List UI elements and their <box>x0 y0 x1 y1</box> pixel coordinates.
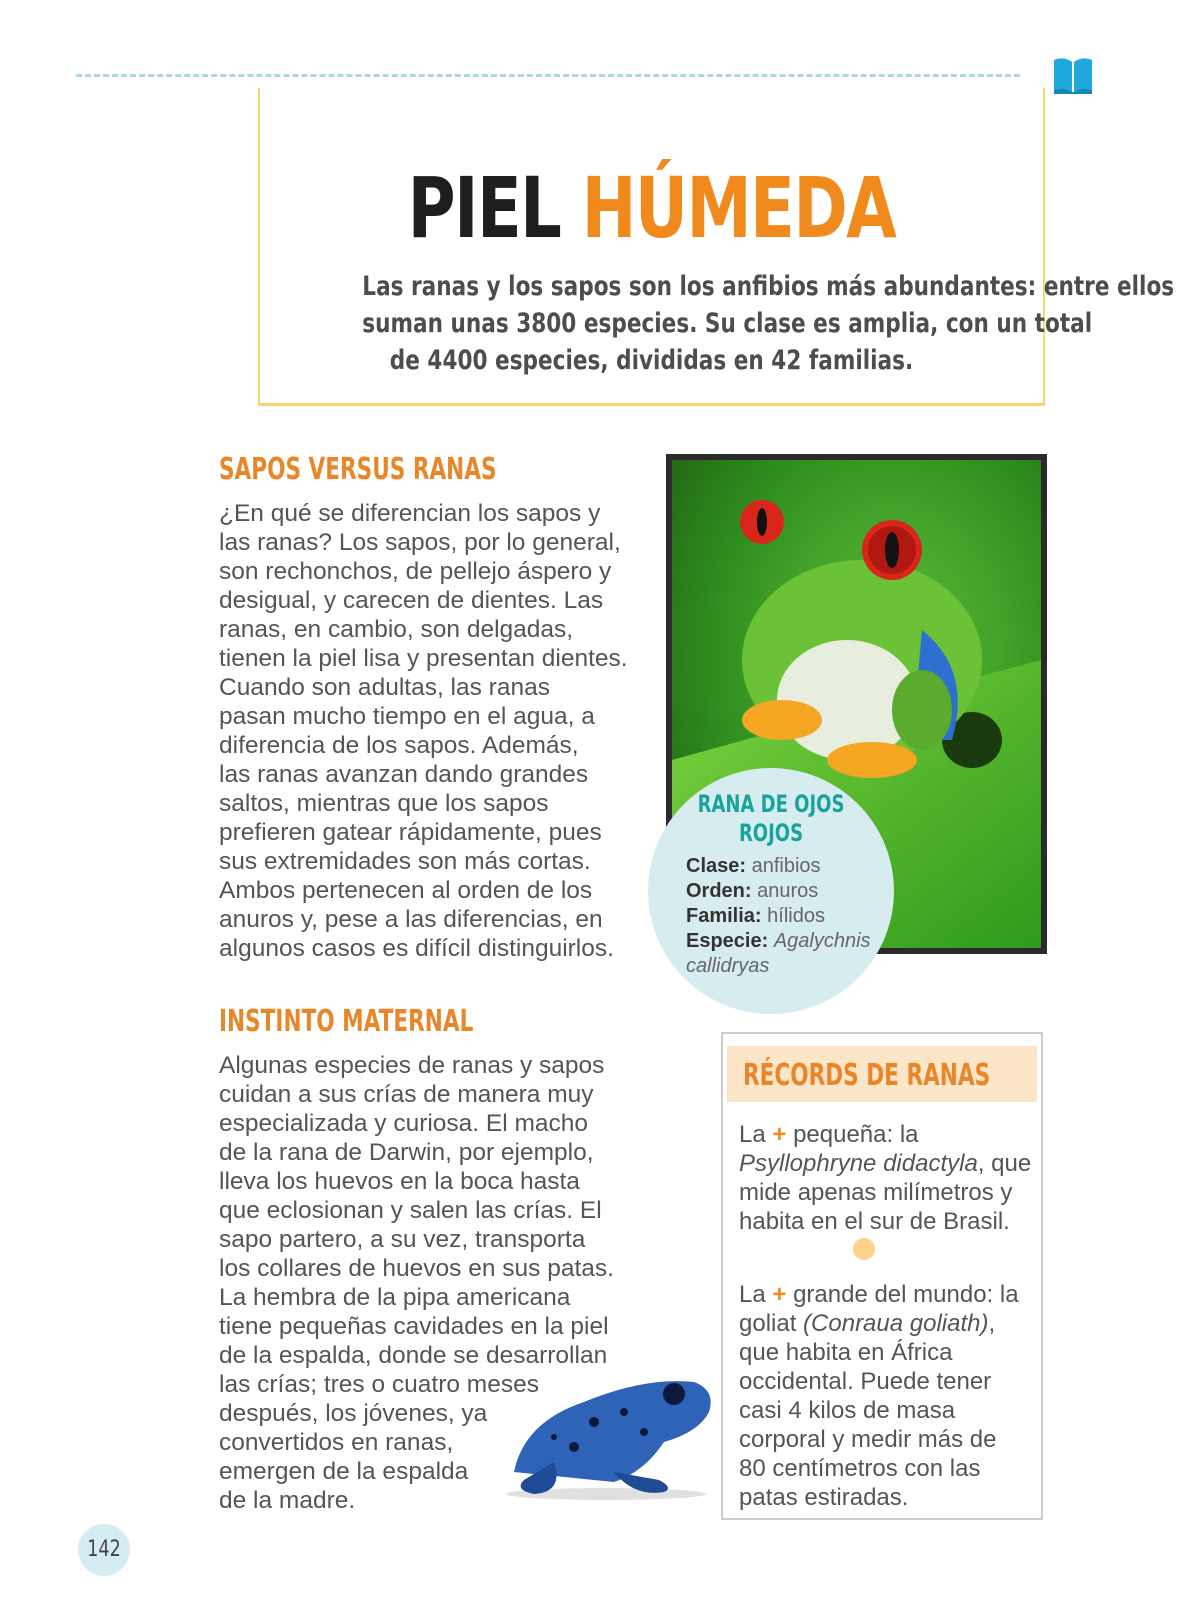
section-heading-sapos-versus-ranas: SAPOS VERSUS RANAS <box>219 452 497 487</box>
body-line: prefieren gatear rápidamente, pues <box>219 819 602 846</box>
page-number-badge <box>78 1524 130 1576</box>
subtitle-line: Las ranas y los sapos son los anfibios más abundantes: entre ellos <box>362 271 1175 302</box>
body-line: las crías; tres o cuatro meses <box>219 1371 539 1398</box>
body-line: las ranas? Los sapos, por lo general, <box>219 529 621 556</box>
title-word-1: PIEL <box>407 159 561 257</box>
body-line: especializada y curiosa. El macho <box>219 1110 589 1137</box>
body-line: ¿En qué se diferencian los sapos y <box>219 500 601 527</box>
plus-icon: + <box>772 1121 787 1148</box>
book-icon <box>1052 56 1094 94</box>
body-line: emergen de la espalda <box>219 1458 469 1485</box>
species-info-title-line: RANA DE OJOS <box>697 790 845 818</box>
record-item-smallest: La + pequeña: la Psyllophryne didactyla, que mide apenas milímetros y habita en el sur de Brasil. <box>739 1121 1032 1235</box>
dashed-divider <box>76 74 1020 77</box>
body-line: que eclosionan y salen las crías. El <box>219 1197 602 1224</box>
subtitle-line: suman unas 3800 especies. Su clase es amplia, con un total <box>362 308 1093 339</box>
body-line: cuidan a sus crías de manera muy <box>219 1081 594 1108</box>
body-line: de la madre. <box>219 1487 356 1514</box>
body-line: sus extremidades son más cortas. <box>219 848 591 875</box>
title-box <box>258 88 1175 406</box>
species-info-title <box>648 790 894 848</box>
body-line: diferencia de los sapos. Además, <box>219 732 579 759</box>
body-line: algunos casos es difícil distinguirlos. <box>219 935 614 962</box>
body-line: después, los jóvenes, ya <box>219 1400 488 1427</box>
body-line: Algunas especies de ranas y sapos <box>219 1052 605 1079</box>
page-number: 142 <box>87 1537 121 1562</box>
body-line: de la rana de Darwin, por ejemplo, <box>219 1139 594 1166</box>
body-line: de la espalda, donde se desarrollan <box>219 1342 608 1369</box>
body-line: los collares de huevos en sus patas. <box>219 1255 614 1282</box>
plus-icon: + <box>772 1281 787 1308</box>
record-item-largest: La + grande del mundo: la goliat (Conraua goliath), que habita en África occidental. Puede tener casi 4 kilos de masa corporal y medir más de 80 centímetros con las patas estiradas. <box>739 1281 1019 1511</box>
body-line: anuros y, pese a las diferencias, en <box>219 906 603 933</box>
body-line: ranas, en cambio, son delgadas, <box>219 616 574 643</box>
body-line: desigual, y carecen de dientes. Las <box>219 587 604 614</box>
records-box <box>721 1032 1043 1520</box>
subtitle-line: de 4400 especies, divididas en 42 familias. <box>389 345 914 376</box>
species-info-card <box>648 768 894 1014</box>
section-body-sapos-versus-ranas <box>219 499 628 963</box>
info-row-especie-cont: callidryas <box>686 955 770 977</box>
body-line: saltos, mientras que los sapos <box>219 790 549 817</box>
info-row-familia: Familia: hílidos <box>686 905 825 927</box>
body-line: lleva los huevos en la boca hasta <box>219 1168 580 1195</box>
body-line: las ranas avanzan dando grandes <box>219 761 589 788</box>
info-row-orden: Orden: anuros <box>686 880 819 902</box>
body-line: Ambos pertenecen al orden de los <box>219 877 593 904</box>
info-row-clase: Clase: anfibios <box>686 855 821 877</box>
title-word-2: HÚMEDA <box>581 159 896 257</box>
section-heading-instinto-maternal: INSTINTO MATERNAL <box>219 1004 474 1039</box>
body-line: son rechonchos, de pellejo áspero y <box>219 558 612 585</box>
separator-dot <box>853 1238 875 1260</box>
body-line: tienen la piel lisa y presentan dientes. <box>219 645 628 672</box>
body-line: convertidos en ranas, <box>219 1429 454 1456</box>
blue-poison-dart-frog-image <box>494 1362 718 1502</box>
page-subtitle <box>290 268 1175 379</box>
records-header <box>727 1046 1037 1102</box>
page-title <box>346 159 957 257</box>
info-row-especie: Especie: Agalychnis <box>686 930 871 952</box>
species-info-rows <box>686 854 871 979</box>
species-info-title-line: ROJOS <box>738 819 804 847</box>
body-line: tiene pequeñas cavidades en la piel <box>219 1313 609 1340</box>
records-heading: RÉCORDS DE RANAS <box>743 1058 991 1093</box>
body-line: La hembra de la pipa americana <box>219 1284 571 1311</box>
body-line: sapo partero, a su vez, transporta <box>219 1226 586 1253</box>
body-line: Cuando son adultas, las ranas <box>219 674 550 701</box>
body-line: pasan mucho tiempo en el agua, a <box>219 703 595 730</box>
